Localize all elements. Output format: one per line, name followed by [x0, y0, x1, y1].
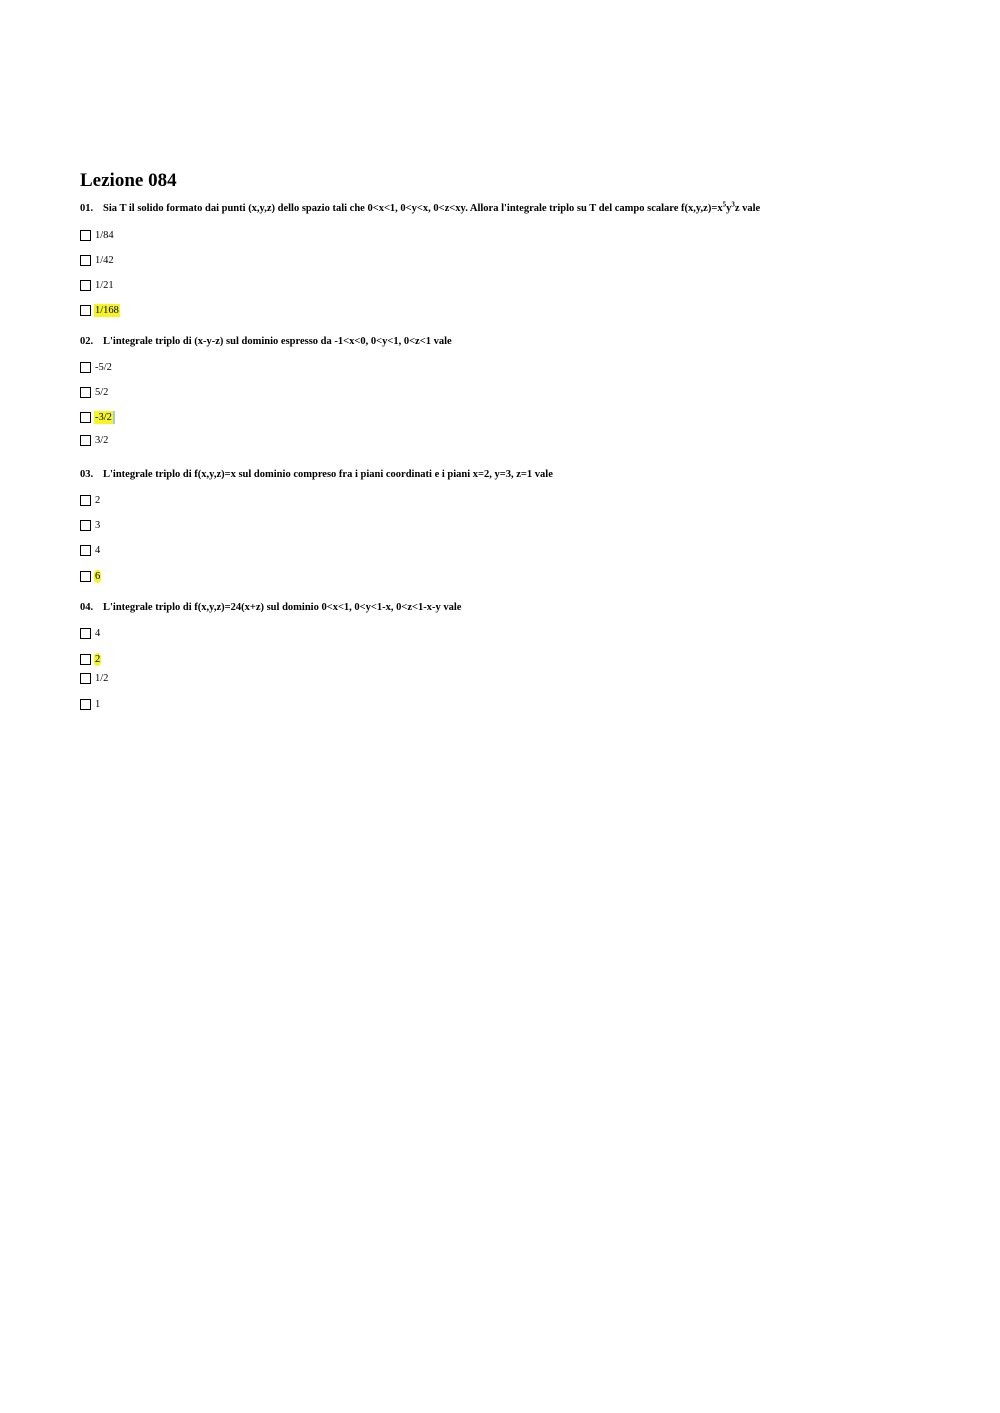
question-text-middle: y	[726, 203, 732, 214]
exponent: 3	[731, 200, 735, 209]
checkbox[interactable]	[80, 495, 91, 506]
option-label: 1	[95, 698, 101, 710]
question-03-option-c[interactable]	[80, 543, 101, 557]
question-01-option-c[interactable]	[80, 278, 115, 292]
question-number: 03.	[80, 469, 94, 480]
question-02-option-c[interactable]	[80, 410, 113, 424]
question-02-text	[80, 336, 452, 347]
checkbox[interactable]	[80, 699, 91, 710]
checkbox[interactable]	[80, 387, 91, 398]
checkbox[interactable]	[80, 628, 91, 639]
exponent: 5	[722, 200, 727, 209]
option-label: 1/2	[95, 672, 109, 684]
question-04-option-c[interactable]	[80, 671, 109, 685]
checkbox[interactable]	[80, 520, 91, 531]
option-label: 2	[95, 494, 101, 506]
option-label: 1/42	[95, 254, 114, 266]
checkbox[interactable]	[80, 362, 91, 373]
option-label-highlighted: 6	[95, 570, 101, 582]
question-03-option-b[interactable]	[80, 518, 101, 532]
question-03-option-d[interactable]	[80, 569, 101, 583]
option-label: 3	[95, 519, 101, 531]
question-text: L'integrale triplo di f(x,y,z)=x sul dominio compreso fra i piani coordinati e i piani x=2, y=3, z=1 vale	[103, 469, 553, 480]
question-03-text	[80, 469, 553, 480]
question-text: L'integrale triplo di f(x,y,z)=24(x+z) sul dominio 0<x<1, 0<y<1-x, 0<z<1-x-y vale	[103, 602, 462, 613]
checkbox[interactable]	[80, 280, 91, 291]
lesson-title: Lezione 084	[80, 170, 177, 191]
question-text-before: Sia T il solido formato dai punti (x,y,z) dello spazio tali che 0<x<1, 0<y<x, 0<z<xy. Allora l'integrale triplo su T del campo scalare f(x,y,z)=x	[103, 203, 723, 214]
question-number: 04.	[80, 602, 94, 613]
question-01-option-a[interactable]	[80, 228, 115, 242]
checkbox[interactable]	[80, 571, 91, 582]
option-label: 4	[95, 627, 101, 639]
question-02-option-a[interactable]	[80, 360, 113, 374]
option-label: 4	[95, 544, 101, 556]
option-label-highlighted: 1/168	[95, 304, 119, 316]
question-04-option-a[interactable]	[80, 626, 101, 640]
question-number: 02.	[80, 336, 94, 347]
option-label: 5/2	[95, 386, 109, 398]
option-label-highlighted: -3/2	[95, 411, 112, 423]
checkbox[interactable]	[80, 673, 91, 684]
question-03-option-a[interactable]	[80, 493, 101, 507]
checkbox[interactable]	[80, 545, 91, 556]
question-04-text	[80, 602, 461, 613]
checkbox[interactable]	[80, 305, 91, 316]
question-02-option-b[interactable]	[80, 385, 109, 399]
checkbox[interactable]	[80, 255, 91, 266]
checkbox[interactable]	[80, 230, 91, 241]
checkbox[interactable]	[80, 654, 91, 665]
option-label-highlighted: 2	[95, 653, 101, 665]
question-04-option-d[interactable]	[80, 697, 101, 711]
checkbox[interactable]	[80, 435, 91, 446]
question-04-option-b[interactable]	[80, 652, 101, 666]
question-text: L'integrale triplo di (x-y-z) sul dominio espresso da -1<x<0, 0<y<1, 0<z<1 vale	[103, 336, 452, 347]
option-label: 1/21	[95, 279, 114, 291]
option-label: 1/84	[95, 229, 114, 241]
question-01-option-b[interactable]	[80, 253, 115, 267]
option-label: -5/2	[95, 361, 112, 373]
checkbox[interactable]	[80, 412, 91, 423]
question-01-option-d[interactable]	[80, 303, 120, 317]
option-label: 3/2	[95, 434, 109, 446]
question-01-text	[80, 200, 761, 214]
question-02-option-d[interactable]	[80, 433, 109, 447]
question-text-after: z vale	[734, 203, 761, 214]
question-number: 01.	[80, 203, 94, 214]
